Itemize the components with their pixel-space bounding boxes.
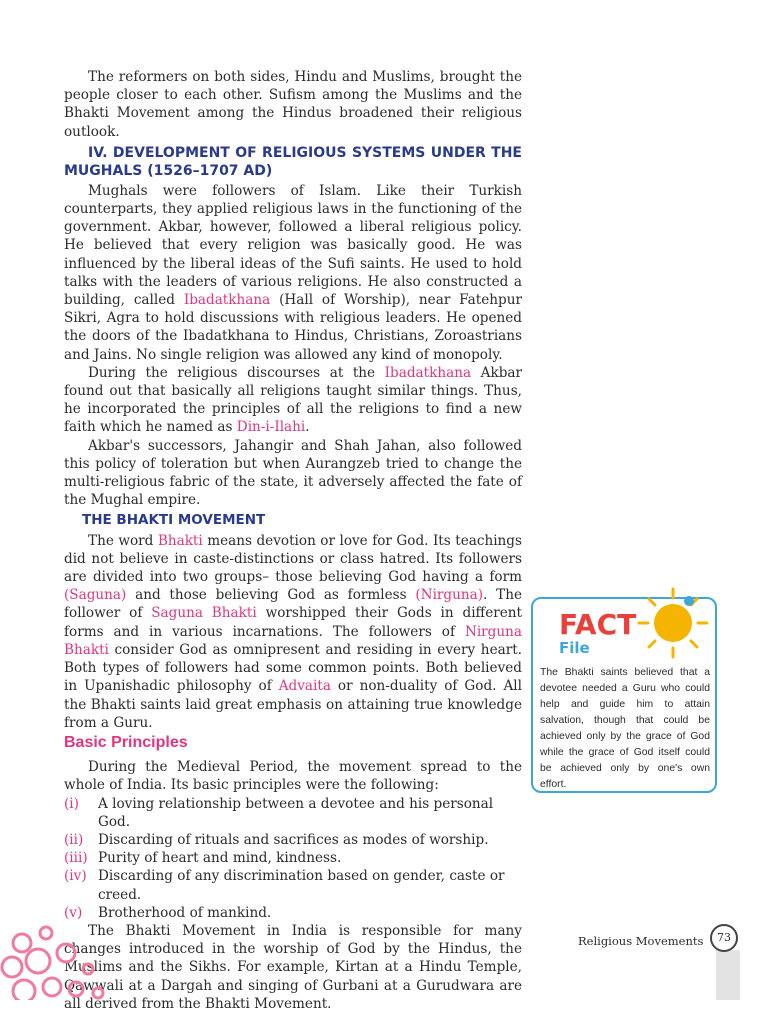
bhakti-movement-heading: THE BHAKTI MOVEMENT (82, 512, 266, 529)
fact-subtitle: File (559, 639, 590, 657)
basic-principles-heading: Basic Principles (64, 733, 188, 751)
principles-list (64, 795, 522, 922)
text-run: means devotion or love for God. Its teachings did not believe in caste-distinctions or class hatred. Its followers are divided into two groups– those believing God having a form (64, 532, 522, 586)
text-run: or non-duality of God. All the Bhakti saints laid great emphasis on attaining true knowledge from a Guru. (64, 678, 522, 731)
highlight-din-i-ilahi: Din-i-Ilahi (236, 419, 306, 436)
footer-chapter-title: Religious Movements (578, 934, 704, 948)
list-item (64, 849, 522, 867)
closing-paragraph: The Bhakti Movement in India is responsible for many changes introduced in the worship of God by the Hindus, the Muslims and the Sikhs. For example, Kirtan at a Hindu Temple, Qawwali at a Dargah and singing of Gurbani at a Gurudwara are all derived from the Bhakti Movement. (64, 922, 522, 1012)
page-tab (716, 950, 740, 1000)
intro-paragraph: The reformers on both sides, Hindu and Muslims, brought the people closer to each other. Sufism among the Muslims and the Bhakti Movement among the Hindus broadened their religious outlook. (64, 69, 522, 140)
text-run: . The follower of (64, 587, 522, 622)
text-run: consider God as omnipresent and residing in every heart. Both types of followers had some common points. Both believed in Upanishadic philosophy of (64, 641, 522, 695)
text-run: worshipped their Gods in different forms and in various incarnations. The followers of (64, 605, 523, 640)
bhakti-paragraph (64, 532, 522, 732)
highlight-ibadatkhana: Ibadatkhana (384, 364, 472, 381)
fact-title: FACT (559, 608, 637, 641)
list-number: (iv) (64, 868, 87, 885)
text-run: . (305, 419, 310, 436)
mughals-paragraph-3: Akbar's successors, Jahangir and Shah Jahan, also followed this policy of toleration but when Aurangzeb tried to change the multi-religious fabric of the state, it adversely affected the fate of the Mughal empire. (64, 437, 522, 509)
basic-principles-intro: During the Medieval Period, the movement spread to the whole of India. Its basic principles were the following: (64, 759, 522, 794)
main-column (64, 68, 522, 1013)
highlight-saguna-bhakti: Saguna Bhakti (151, 605, 257, 622)
text-run: Akbar found out that basically all religions taught similar things. Thus, he incorporated the principles of all the religions to find a new faith which he named as (64, 364, 522, 436)
text-run: The word (88, 532, 158, 549)
list-item (64, 831, 522, 849)
text-run: During the religious discourses at the (88, 364, 385, 381)
fact-file-box (531, 597, 717, 793)
mughals-paragraph-2 (64, 364, 522, 437)
mughals-paragraph-1 (64, 182, 522, 364)
list-text: Purity of heart and mind, kindness. (98, 850, 342, 867)
fact-text: The Bhakti saints believed that a devotee needed a Guru who could help and guide him to attain salvation, though that could be achieved only by the grace of God while the grace of God itself could be achieved only by one's own effort. (540, 667, 710, 790)
list-number: (v) (64, 904, 83, 921)
text-run: (Hall of Worship), near Fatehpur Sikri, Agra to hold discussions with religious leaders. He opened the doors of the Ibadatkhana to Hindus, Christians, Zoroastrians and Jains. No single religion was allowed any kind of monopoly. (64, 292, 522, 363)
list-item (64, 904, 522, 922)
sun-icon (635, 585, 711, 661)
text-run: and those believing God as formless (126, 587, 416, 604)
list-text: Brotherhood of mankind. (98, 904, 272, 921)
list-number: (ii) (64, 831, 84, 848)
highlight-saguna: (Saguna) (64, 587, 127, 604)
text-run: Mughals were followers of Islam. Like their Turkish counterparts, they applied religious laws in the functioning of the government. Akbar, however, followed a liberal religious policy. He believed that every religion was basically good. He was influenced by the liberal ideas of the Sufi saints. He used to hold talks with the leaders of various religions. He also constructed a building, called (64, 182, 522, 309)
highlight-ibadatkhana: Ibadatkhana (183, 292, 271, 309)
list-text: A loving relationship between a devotee and his personal God. (98, 795, 494, 830)
highlight-nirguna: (Nirguna) (415, 587, 484, 604)
list-number: (i) (64, 795, 79, 812)
highlight-advaita: Advaita (278, 678, 331, 695)
highlight-bhakti: Bhakti (157, 532, 203, 549)
list-text: Discarding of rituals and sacrifices as modes of worship. (98, 831, 489, 848)
list-item (64, 867, 522, 903)
page-number: 73 (710, 924, 738, 952)
decorative-bubbles (0, 915, 120, 1000)
list-number: (iii) (64, 850, 88, 867)
list-item (64, 795, 522, 831)
list-text: Discarding of any discrimination based on gender, caste or creed. (98, 868, 505, 903)
section-heading-mughals: IV. DEVELOPMENT OF RELIGIOUS SYSTEMS UNDER THE MUGHALS (1526–1707 AD) (64, 144, 522, 179)
highlight-nirguna-bhakti: Nirguna Bhakti (64, 623, 522, 658)
